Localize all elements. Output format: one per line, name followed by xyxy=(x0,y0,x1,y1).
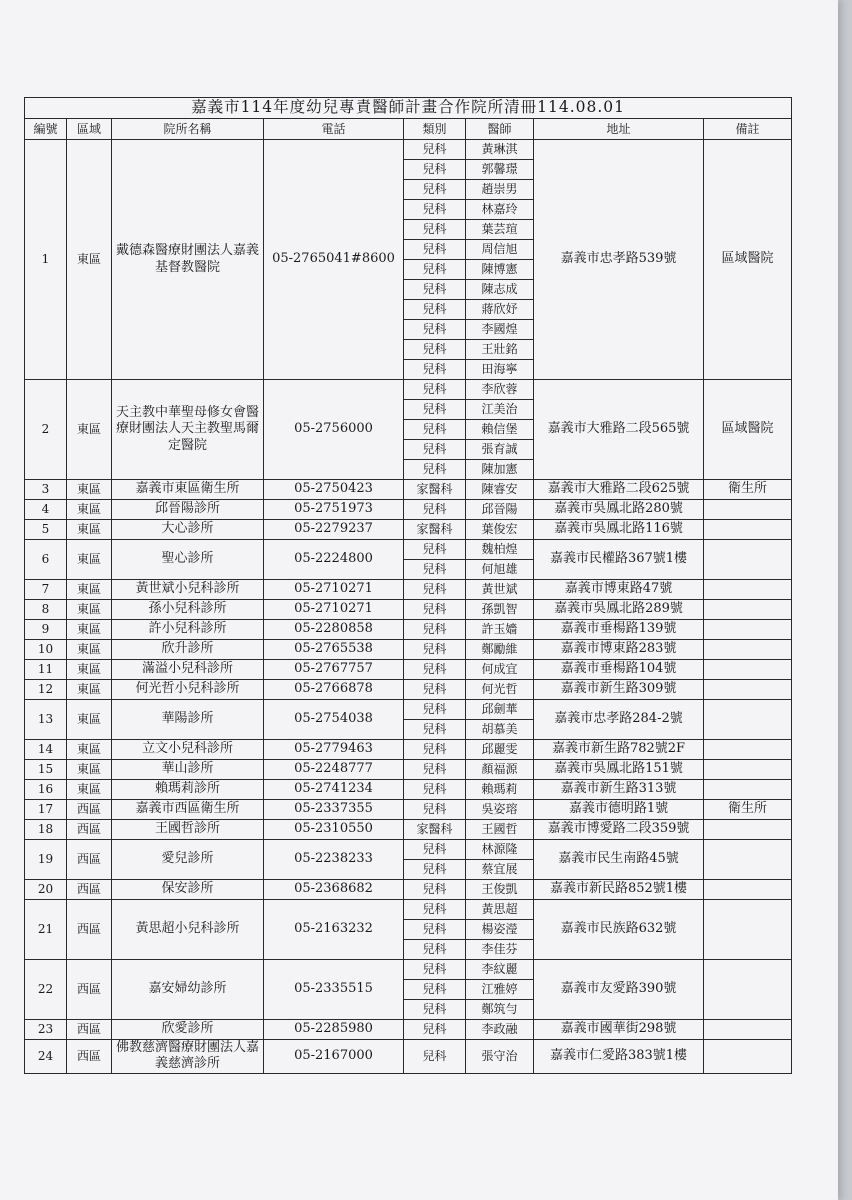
note-cell xyxy=(704,500,792,520)
clinic-name-cell: 保安診所 xyxy=(112,880,264,900)
table-row xyxy=(25,500,792,520)
district-cell: 東區 xyxy=(67,780,112,800)
type-cell: 兒科 xyxy=(404,900,466,920)
type-cell: 兒科 xyxy=(404,780,466,800)
doctor-cell: 黃琳淇 xyxy=(466,140,534,160)
type-cell: 兒科 xyxy=(404,380,466,400)
number-cell: 23 xyxy=(25,1020,67,1040)
type-cell: 兒科 xyxy=(404,420,466,440)
address-cell: 嘉義市吳鳳北路151號 xyxy=(534,760,704,780)
type-cell: 兒科 xyxy=(404,660,466,680)
type-cell: 家醫科 xyxy=(404,520,466,540)
phone-cell: 05-2285980 xyxy=(264,1020,404,1040)
doctor-cell: 鄭筑勻 xyxy=(466,1000,534,1020)
district-cell: 西區 xyxy=(67,1020,112,1040)
doctor-cell: 何光哲 xyxy=(466,680,534,700)
phone-cell: 05-2765041#8600 xyxy=(264,140,404,380)
doctor-cell: 林嘉玲 xyxy=(466,200,534,220)
district-cell: 東區 xyxy=(67,480,112,500)
doctor-cell: 蔣欣妤 xyxy=(466,300,534,320)
clinic-name-cell: 邱晉陽診所 xyxy=(112,500,264,520)
doctor-cell: 林源隆 xyxy=(466,840,534,860)
doctor-cell: 陳志成 xyxy=(466,280,534,300)
district-cell: 西區 xyxy=(67,900,112,960)
roster-body xyxy=(25,140,792,1074)
table-row xyxy=(25,680,792,700)
doctor-cell: 邱麗雯 xyxy=(466,740,534,760)
note-cell: 區域醫院 xyxy=(704,140,792,380)
district-cell: 西區 xyxy=(67,800,112,820)
column-header: 編號 xyxy=(25,119,67,140)
clinic-name-cell: 欣愛診所 xyxy=(112,1020,264,1040)
clinic-name-cell: 何光哲小兒科診所 xyxy=(112,680,264,700)
doctor-cell: 何旭雄 xyxy=(466,560,534,580)
clinic-name-cell: 嘉義市西區衛生所 xyxy=(112,800,264,820)
clinic-roster-table xyxy=(24,97,792,1074)
type-cell: 兒科 xyxy=(404,840,466,860)
type-cell: 兒科 xyxy=(404,880,466,900)
type-cell: 兒科 xyxy=(404,700,466,720)
doctor-cell: 郭馨璟 xyxy=(466,160,534,180)
table-row xyxy=(25,700,792,720)
table-row xyxy=(25,600,792,620)
district-cell: 東區 xyxy=(67,640,112,660)
type-cell: 家醫科 xyxy=(404,480,466,500)
number-cell: 16 xyxy=(25,780,67,800)
number-cell: 2 xyxy=(25,380,67,480)
table-row xyxy=(25,380,792,400)
table-row xyxy=(25,540,792,560)
phone-cell: 05-2238233 xyxy=(264,840,404,880)
type-cell: 兒科 xyxy=(404,760,466,780)
table-row xyxy=(25,480,792,500)
type-cell: 兒科 xyxy=(404,340,466,360)
clinic-name-cell: 嘉安婦幼診所 xyxy=(112,960,264,1020)
note-cell xyxy=(704,540,792,580)
address-cell: 嘉義市博東路47號 xyxy=(534,580,704,600)
clinic-name-cell: 華陽診所 xyxy=(112,700,264,740)
clinic-name-cell: 嘉義市東區衛生所 xyxy=(112,480,264,500)
address-cell: 嘉義市忠孝路539號 xyxy=(534,140,704,380)
phone-cell: 05-2310550 xyxy=(264,820,404,840)
table-row xyxy=(25,900,792,920)
district-cell: 西區 xyxy=(67,1040,112,1074)
type-cell: 兒科 xyxy=(404,640,466,660)
number-cell: 20 xyxy=(25,880,67,900)
number-cell: 4 xyxy=(25,500,67,520)
doctor-cell: 吳姿瑢 xyxy=(466,800,534,820)
doctor-cell: 顏福源 xyxy=(466,760,534,780)
address-cell: 嘉義市民權路367號1樓 xyxy=(534,540,704,580)
phone-cell: 05-2248777 xyxy=(264,760,404,780)
phone-cell: 05-2751973 xyxy=(264,500,404,520)
note-cell xyxy=(704,960,792,1020)
note-cell xyxy=(704,1020,792,1040)
table-row xyxy=(25,580,792,600)
type-cell: 兒科 xyxy=(404,860,466,880)
number-cell: 14 xyxy=(25,740,67,760)
note-cell xyxy=(704,1040,792,1074)
clinic-name-cell: 戴德森醫療財團法人嘉義基督教醫院 xyxy=(112,140,264,380)
note-cell xyxy=(704,900,792,960)
district-cell: 東區 xyxy=(67,580,112,600)
number-cell: 8 xyxy=(25,600,67,620)
doctor-cell: 田海寧 xyxy=(466,360,534,380)
type-cell: 兒科 xyxy=(404,240,466,260)
type-cell: 兒科 xyxy=(404,1000,466,1020)
doctor-cell: 魏柏煌 xyxy=(466,540,534,560)
number-cell: 6 xyxy=(25,540,67,580)
address-cell: 嘉義市忠孝路284-2號 xyxy=(534,700,704,740)
table-row xyxy=(25,780,792,800)
phone-cell: 05-2280858 xyxy=(264,620,404,640)
note-cell xyxy=(704,880,792,900)
clinic-name-cell: 賴瑪莉診所 xyxy=(112,780,264,800)
number-cell: 11 xyxy=(25,660,67,680)
table-row xyxy=(25,840,792,860)
doctor-cell: 江美治 xyxy=(466,400,534,420)
type-cell: 兒科 xyxy=(404,920,466,940)
address-cell: 嘉義市垂楊路139號 xyxy=(534,620,704,640)
phone-cell: 05-2779463 xyxy=(264,740,404,760)
type-cell: 兒科 xyxy=(404,980,466,1000)
type-cell: 兒科 xyxy=(404,740,466,760)
address-cell: 嘉義市博東路283號 xyxy=(534,640,704,660)
clinic-name-cell: 立文小兒科診所 xyxy=(112,740,264,760)
doctor-cell: 邱晉陽 xyxy=(466,500,534,520)
doctor-cell: 周信旭 xyxy=(466,240,534,260)
phone-cell: 05-2765538 xyxy=(264,640,404,660)
type-cell: 兒科 xyxy=(404,140,466,160)
doctor-cell: 鄭勵維 xyxy=(466,640,534,660)
doctor-cell: 王國哲 xyxy=(466,820,534,840)
type-cell: 兒科 xyxy=(404,720,466,740)
address-cell: 嘉義市吳鳳北路289號 xyxy=(534,600,704,620)
doctor-cell: 王俊凱 xyxy=(466,880,534,900)
district-cell: 東區 xyxy=(67,700,112,740)
doctor-cell: 邱劍華 xyxy=(466,700,534,720)
doctor-cell: 陳博憲 xyxy=(466,260,534,280)
number-cell: 9 xyxy=(25,620,67,640)
doctor-cell: 葉俊宏 xyxy=(466,520,534,540)
clinic-name-cell: 大心診所 xyxy=(112,520,264,540)
note-cell xyxy=(704,580,792,600)
number-cell: 17 xyxy=(25,800,67,820)
district-cell: 東區 xyxy=(67,600,112,620)
type-cell: 兒科 xyxy=(404,1040,466,1074)
clinic-name-cell: 聖心診所 xyxy=(112,540,264,580)
table-row xyxy=(25,880,792,900)
column-header: 電話 xyxy=(264,119,404,140)
doctor-cell: 黃世斌 xyxy=(466,580,534,600)
address-cell: 嘉義市吳鳳北路116號 xyxy=(534,520,704,540)
district-cell: 東區 xyxy=(67,760,112,780)
phone-cell: 05-2750423 xyxy=(264,480,404,500)
type-cell: 兒科 xyxy=(404,460,466,480)
address-cell: 嘉義市吳鳳北路280號 xyxy=(534,500,704,520)
clinic-name-cell: 愛兒診所 xyxy=(112,840,264,880)
type-cell: 兒科 xyxy=(404,600,466,620)
doctor-cell: 陳加憲 xyxy=(466,460,534,480)
clinic-name-cell: 黃思超小兒科診所 xyxy=(112,900,264,960)
address-cell: 嘉義市友愛路390號 xyxy=(534,960,704,1020)
clinic-name-cell: 黃世斌小兒科診所 xyxy=(112,580,264,600)
doctor-cell: 何成宜 xyxy=(466,660,534,680)
type-cell: 兒科 xyxy=(404,680,466,700)
note-cell xyxy=(704,820,792,840)
district-cell: 西區 xyxy=(67,960,112,1020)
clinic-name-cell: 欣升診所 xyxy=(112,640,264,660)
phone-cell: 05-2710271 xyxy=(264,600,404,620)
number-cell: 21 xyxy=(25,900,67,960)
number-cell: 12 xyxy=(25,680,67,700)
note-cell xyxy=(704,660,792,680)
clinic-name-cell: 天主教中華聖母修女會醫療財團法人天主教聖馬爾定醫院 xyxy=(112,380,264,480)
note-cell xyxy=(704,680,792,700)
clinic-name-cell: 孫小兒科診所 xyxy=(112,600,264,620)
address-cell: 嘉義市新民路852號1樓 xyxy=(534,880,704,900)
type-cell: 兒科 xyxy=(404,960,466,980)
table-row xyxy=(25,820,792,840)
type-cell: 兒科 xyxy=(404,200,466,220)
type-cell: 兒科 xyxy=(404,180,466,200)
district-cell: 東區 xyxy=(67,660,112,680)
type-cell: 兒科 xyxy=(404,280,466,300)
note-cell xyxy=(704,780,792,800)
type-cell: 兒科 xyxy=(404,400,466,420)
doctor-cell: 許玉嬙 xyxy=(466,620,534,640)
doctor-cell: 王壯銘 xyxy=(466,340,534,360)
type-cell: 兒科 xyxy=(404,440,466,460)
clinic-name-cell: 王國哲診所 xyxy=(112,820,264,840)
table-row xyxy=(25,660,792,680)
doctor-cell: 李欣蓉 xyxy=(466,380,534,400)
address-cell: 嘉義市新生路313號 xyxy=(534,780,704,800)
district-cell: 東區 xyxy=(67,500,112,520)
table-row xyxy=(25,640,792,660)
type-cell: 兒科 xyxy=(404,1020,466,1040)
address-cell: 嘉義市新生路782號2F xyxy=(534,740,704,760)
note-cell xyxy=(704,620,792,640)
document-title: 嘉義市114年度幼兒專責醫師計畫合作院所清冊114.08.01 xyxy=(25,98,792,119)
district-cell: 東區 xyxy=(67,680,112,700)
phone-cell: 05-2767757 xyxy=(264,660,404,680)
table-row xyxy=(25,740,792,760)
address-cell: 嘉義市民生南路45號 xyxy=(534,840,704,880)
type-cell: 兒科 xyxy=(404,540,466,560)
doctor-cell: 張守治 xyxy=(466,1040,534,1074)
type-cell: 兒科 xyxy=(404,360,466,380)
district-cell: 西區 xyxy=(67,840,112,880)
type-cell: 兒科 xyxy=(404,940,466,960)
note-cell xyxy=(704,840,792,880)
doctor-cell: 趙崇男 xyxy=(466,180,534,200)
address-cell: 嘉義市民族路632號 xyxy=(534,900,704,960)
doctor-cell: 楊姿瀅 xyxy=(466,920,534,940)
address-cell: 嘉義市仁愛路383號1樓 xyxy=(534,1040,704,1074)
note-cell xyxy=(704,520,792,540)
district-cell: 東區 xyxy=(67,540,112,580)
clinic-name-cell: 佛教慈濟醫療財團法人嘉義慈濟診所 xyxy=(112,1040,264,1074)
table-row xyxy=(25,620,792,640)
table-row xyxy=(25,1020,792,1040)
phone-cell: 05-2754038 xyxy=(264,700,404,740)
doctor-cell: 陳睿安 xyxy=(466,480,534,500)
district-cell: 西區 xyxy=(67,880,112,900)
number-cell: 18 xyxy=(25,820,67,840)
column-header: 院所名稱 xyxy=(112,119,264,140)
note-cell xyxy=(704,700,792,740)
district-cell: 東區 xyxy=(67,520,112,540)
phone-cell: 05-2766878 xyxy=(264,680,404,700)
note-cell: 衛生所 xyxy=(704,480,792,500)
note-cell: 衛生所 xyxy=(704,800,792,820)
number-cell: 15 xyxy=(25,760,67,780)
address-cell: 嘉義市國華街298號 xyxy=(534,1020,704,1040)
clinic-name-cell: 華山診所 xyxy=(112,760,264,780)
doctor-cell: 張育誠 xyxy=(466,440,534,460)
type-cell: 兒科 xyxy=(404,560,466,580)
district-cell: 東區 xyxy=(67,620,112,640)
number-cell: 22 xyxy=(25,960,67,1020)
doctor-cell: 李紋麗 xyxy=(466,960,534,980)
number-cell: 13 xyxy=(25,700,67,740)
type-cell: 兒科 xyxy=(404,220,466,240)
number-cell: 7 xyxy=(25,580,67,600)
district-cell: 東區 xyxy=(67,140,112,380)
column-header-row xyxy=(25,119,792,140)
number-cell: 1 xyxy=(25,140,67,380)
number-cell: 10 xyxy=(25,640,67,660)
type-cell: 家醫科 xyxy=(404,820,466,840)
doctor-cell: 葉芸瑄 xyxy=(466,220,534,240)
column-header: 地址 xyxy=(534,119,704,140)
address-cell: 嘉義市垂楊路104號 xyxy=(534,660,704,680)
table-row xyxy=(25,140,792,160)
phone-cell: 05-2279237 xyxy=(264,520,404,540)
table-row xyxy=(25,520,792,540)
number-cell: 24 xyxy=(25,1040,67,1074)
note-cell xyxy=(704,600,792,620)
district-cell: 東區 xyxy=(67,380,112,480)
doctor-cell: 李國煌 xyxy=(466,320,534,340)
phone-cell: 05-2368682 xyxy=(264,880,404,900)
address-cell: 嘉義市博愛路二段359號 xyxy=(534,820,704,840)
district-cell: 東區 xyxy=(67,740,112,760)
address-cell: 嘉義市大雅路二段565號 xyxy=(534,380,704,480)
phone-cell: 05-2756000 xyxy=(264,380,404,480)
type-cell: 兒科 xyxy=(404,800,466,820)
clinic-name-cell: 滿溢小兒科診所 xyxy=(112,660,264,680)
doctor-cell: 李佳芬 xyxy=(466,940,534,960)
number-cell: 3 xyxy=(25,480,67,500)
type-cell: 兒科 xyxy=(404,260,466,280)
type-cell: 兒科 xyxy=(404,160,466,180)
phone-cell: 05-2163232 xyxy=(264,900,404,960)
address-cell: 嘉義市大雅路二段625號 xyxy=(534,480,704,500)
type-cell: 兒科 xyxy=(404,300,466,320)
district-cell: 西區 xyxy=(67,820,112,840)
doctor-cell: 孫凱智 xyxy=(466,600,534,620)
doctor-cell: 黃思超 xyxy=(466,900,534,920)
phone-cell: 05-2224800 xyxy=(264,540,404,580)
table-row xyxy=(25,760,792,780)
doctor-cell: 蔡宜展 xyxy=(466,860,534,880)
type-cell: 兒科 xyxy=(404,580,466,600)
note-cell: 區域醫院 xyxy=(704,380,792,480)
note-cell xyxy=(704,740,792,760)
note-cell xyxy=(704,760,792,780)
type-cell: 兒科 xyxy=(404,620,466,640)
column-header: 備註 xyxy=(704,119,792,140)
doctor-cell: 胡慕美 xyxy=(466,720,534,740)
table-row xyxy=(25,800,792,820)
number-cell: 5 xyxy=(25,520,67,540)
doctor-cell: 賴信堡 xyxy=(466,420,534,440)
column-header: 類別 xyxy=(404,119,466,140)
table-row xyxy=(25,960,792,980)
clinic-name-cell: 許小兒科診所 xyxy=(112,620,264,640)
number-cell: 19 xyxy=(25,840,67,880)
address-cell: 嘉義市新生路309號 xyxy=(534,680,704,700)
doctor-cell: 李政融 xyxy=(466,1020,534,1040)
address-cell: 嘉義市德明路1號 xyxy=(534,800,704,820)
phone-cell: 05-2167000 xyxy=(264,1040,404,1074)
type-cell: 兒科 xyxy=(404,320,466,340)
column-header: 醫師 xyxy=(466,119,534,140)
type-cell: 兒科 xyxy=(404,500,466,520)
phone-cell: 05-2710271 xyxy=(264,580,404,600)
phone-cell: 05-2335515 xyxy=(264,960,404,1020)
phone-cell: 05-2337355 xyxy=(264,800,404,820)
note-cell xyxy=(704,640,792,660)
phone-cell: 05-2741234 xyxy=(264,780,404,800)
doctor-cell: 江雅婷 xyxy=(466,980,534,1000)
table-row xyxy=(25,1040,792,1074)
doctor-cell: 賴瑪莉 xyxy=(466,780,534,800)
column-header: 區域 xyxy=(67,119,112,140)
